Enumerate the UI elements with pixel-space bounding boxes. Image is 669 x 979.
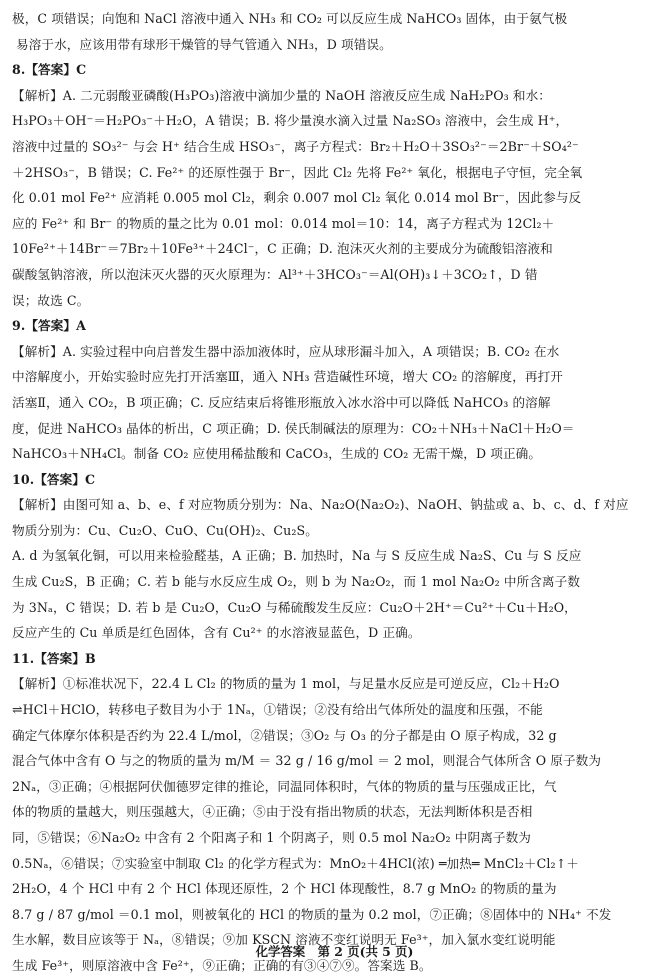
- page-footer: 化学答案 第 2 页(共 5 页): [255, 944, 414, 959]
- text-line: 度，促进 NaHCO₃ 晶体的析出，C 项正确；D. 侯氏制碱法的原理为：CO₂＋NH₃＋NaCl＋H₂O＝: [12, 420, 575, 436]
- question-10-answer: 10.【答案】C: [12, 471, 96, 487]
- text-line: 生成 Fe³⁺，则原溶液中含 Fe²⁺，⑨正确；正确的有③④⑦⑨。答案选 B。: [12, 957, 432, 973]
- text-line: 物质分别为：Cu、Cu₂O、CuO、Cu(OH)₂、Cu₂S。: [12, 522, 318, 538]
- question-9-answer: 9.【答案】A: [12, 318, 86, 334]
- text-line: 生水解，数目应该等于 Nₐ，⑧错误；⑨加 KSCN 溶液不变红说明无 Fe³⁺，加入氯水变红说明能: [12, 932, 556, 948]
- text-line: 误；故选 C。: [12, 292, 90, 308]
- text-line: 碳酸氢钠溶液，所以泡沫灭火器的灭火原理为：Al³⁺＋3HCO₃⁻＝Al(OH)₃↓＋3CO₂↑，D 错: [12, 266, 538, 282]
- text-line: 确定气体摩尔体积是否约为 22.4 L/mol，②错误；③O₂ 与 O₃ 的分子都是由 O 原子构成，32 g: [12, 727, 557, 743]
- text-line: ⇌HCl＋HClO，转移电子数目为小于 1Nₐ，①错误；②没有给出气体所处的温度和压强，不能: [12, 702, 543, 718]
- question-8-answer: 8.【答案】C: [12, 62, 87, 78]
- text-line: 2H₂O，4 个 HCl 中有 2 个 HCl 体现还原性，2 个 HCl 体现酸性，8.7 g MnO₂ 的物质的量为: [12, 881, 557, 897]
- text-line: ＋2HSO₃⁻，B 错误；C. Fe²⁺ 的还原性强于 Br⁻，因此 Cl₂ 先将 Fe²⁺ 氧化，根据电子守恒，完全氧: [12, 164, 583, 180]
- text-line: H₃PO₃＋OH⁻＝H₂PO₃⁻＋H₂O，A 错误；B. 将少量溴水滴入过量 Na₂SO₃ 溶液中，会生成 H⁺，: [12, 113, 569, 129]
- text-line: 生成 Cu₂S，B 正确；C. 若 b 能与水反应生成 O₂，则 b 为 Na₂O₂，而 1 mol Na₂O₂ 中所含离子数: [12, 574, 581, 590]
- text-line: 混合气体中含有 O 与之的物质的量为 m/M ＝ 32 g / 16 g/mol ＝ 2 mol，则混合气体所含 O 原子数为: [12, 753, 602, 769]
- text-line: 【解析】①标准状况下，22.4 L Cl₂ 的物质的量为 1 mol，与足量水反应是可逆反应，Cl₂＋H₂O: [12, 676, 560, 692]
- text-line: 极，C 项错误；向饱和 NaCl 溶液中通入 NH₃ 和 CO₂ 可以反应生成 NaHCO₃ 固体，由于氨气极: [12, 11, 568, 26]
- text-line: 为 3Nₐ，C 错误；D. 若 b 是 Cu₂O，Cu₂O 与稀硫酸发生反应：Cu₂O＋2H⁺＝Cu²⁺＋Cu＋H₂O，: [12, 599, 577, 615]
- text-line: 【解析】由图可知 a、b、e、f 对应物质分别为：Na、Na₂O(Na₂O₂)、NaOH、钠盐或 a、b、c、d、f 对应: [12, 497, 629, 513]
- text-line: 10Fe²⁺＋14Br⁻＝7Br₂＋10Fe³⁺＋24Cl⁻，C 正确；D. 泡沫灭火剂的主要成分为硫酸铝溶液和: [12, 241, 553, 257]
- text-line: A. d 为氢氧化铜，可以用来检验醛基，A 正确；B. 加热时，Na 与 S 反应生成 Na₂S、Cu 与 S 反应: [12, 548, 582, 564]
- text-line: 溶液中过量的 SO₃²⁻ 与会 H⁺ 结合生成 HSO₃⁻，离子方程式：Br₂＋H₂O＋3SO₃²⁻＝2Br⁻＋SO₄²⁻: [12, 138, 579, 154]
- text-line: 【解析】A. 实验过程中向启普发生器中添加液体时，应从球形漏斗加入，A 项错误；B. CO₂ 在水: [12, 343, 560, 359]
- text-line: 易溶于水，应该用带有球形干燥管的导气管通入 NH₃，D 项错误。: [16, 36, 392, 52]
- question-11-answer: 11.【答案】B: [12, 650, 96, 666]
- text-line: 【解析】A. 二元弱酸亚磷酸(H₃PO₃)溶液中滴加少量的 NaOH 溶液反应生成 NaH₂PO₃ 和水：: [12, 87, 551, 103]
- text-line: 中溶解度小，开始实验时应先打开活塞Ⅲ，通入 NH₃ 营造碱性环境，增大 CO₂ 的溶解度，再打开: [12, 369, 563, 385]
- text-line: 8.7 g / 87 g/mol ＝0.1 mol，则被氧化的 HCl 的物质的量为 0.2 mol，⑦正确；⑧固体中的 NH₄⁺ 不发: [12, 906, 612, 922]
- text-line: 反应产生的 Cu 单质是红色固体，含有 Cu²⁺ 的水溶液显蓝色，D 正确。: [12, 625, 421, 641]
- text-line: 活塞Ⅱ，通入 CO₂，B 项正确；C. 反应结束后将锥形瓶放入冰水浴中可以降低 NaHCO₃ 的溶解: [12, 394, 551, 410]
- text-line: 应的 Fe²⁺ 和 Br⁻ 的物质的量之比为 0.01 mol：0.014 mol＝10：14，离子方程式为 12Cl₂＋: [12, 215, 555, 231]
- text-line: 同，⑤错误；⑥Na₂O₂ 中含有 2 个阳离子和 1 个阴离子，则 0.5 mol Na₂O₂ 中阴离子数为: [12, 830, 531, 845]
- text-line: 体的物质的量越大，则压强越大，④正确；⑤由于没有指出物质的状态，无法判断体积是否相: [12, 804, 533, 820]
- text-line: NaHCO₃＋NH₄Cl。制备 CO₂ 应使用稀盐酸和 CaCO₃，生成的 CO₂ 无需干燥，D 项正确。: [12, 446, 542, 462]
- text-line: 0.5Nₐ，⑥错误；⑦实验室中制取 Cl₂ 的化学方程式为：MnO₂＋4HCl(浓) ═加热═ MnCl₂＋Cl₂↑＋: [12, 855, 579, 871]
- text-line: 2Nₐ，③正确；④根据阿伏伽德罗定律的推论，同温同体积时，气体的物质的量与压强成正比，气: [12, 778, 557, 794]
- text-line: 化 0.01 mol Fe²⁺ 应消耗 0.005 mol Cl₂，剩余 0.007 mol Cl₂ 氧化 0.014 mol Br⁻，因此参与反: [12, 190, 582, 206]
